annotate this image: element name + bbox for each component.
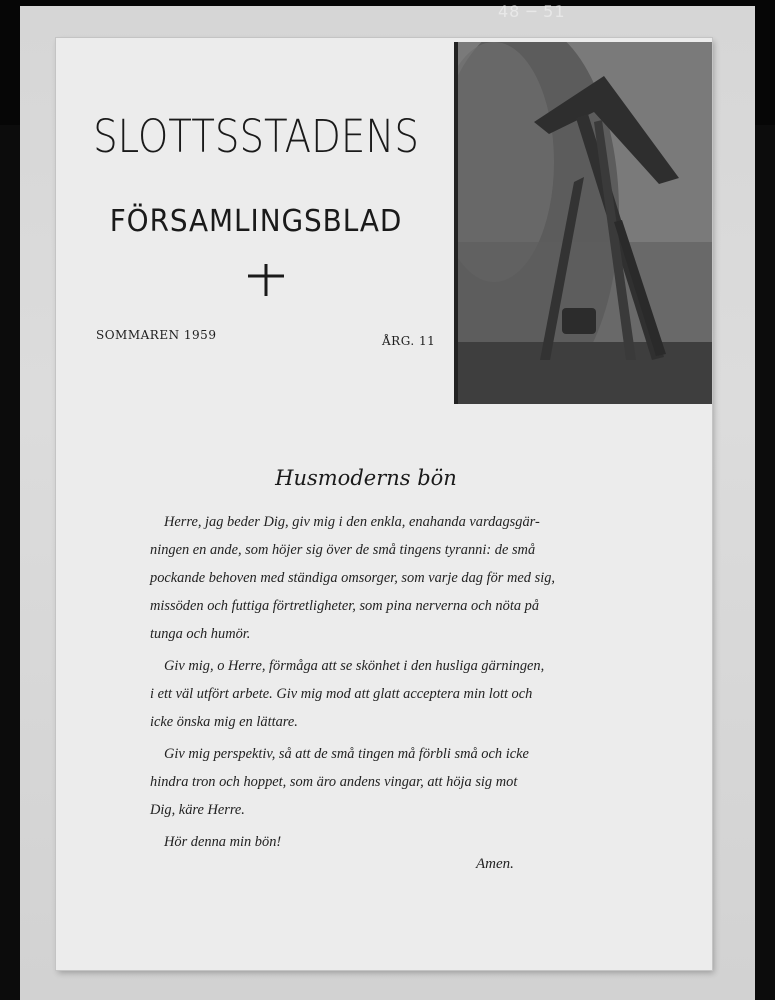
poem-line: Dig, käre Herre. — [150, 802, 245, 818]
issue-season: SOMMAREN 1959 — [96, 328, 217, 342]
issue-volume: ÅRG. 11 — [382, 334, 436, 348]
masthead-subtitle: FÖRSAMLINGSBLAD — [109, 204, 403, 239]
poem-line: Herre, jag beder Dig, giv mig i den enkla, enahanda vardagsgär- — [164, 514, 540, 530]
negative-frame — [20, 2, 755, 1000]
poem-line: ningen en ande, som höjer sig över de små tingens tyranni: de små — [150, 542, 536, 558]
bell-tower-photo — [454, 42, 712, 404]
poem-line: missöden och futtiga förtretligheter, som pina nerverna och nöta på — [150, 598, 540, 614]
bulletin-page — [56, 38, 712, 970]
poem-line: hindra tron och hoppet, som äro andens vingar, att höja sig mot — [150, 774, 518, 790]
poem-line: i ett väl utfört arbete. Giv mig mod att glatt acceptera min lott och — [150, 686, 533, 702]
poem-closing: Amen. — [476, 856, 514, 872]
poem-line: pockande behoven med ständiga omsorger, som varje dag för med sig, — [150, 570, 556, 586]
film-border-left — [0, 125, 22, 1000]
frame-mark: 48 ─ 51 — [498, 2, 566, 21]
poem-title: Husmoderns bön — [275, 466, 457, 490]
poem-line: Hör denna min bön! — [164, 834, 282, 850]
poem-line: Giv mig, o Herre, förmåga att se skönhet i den husliga gärningen, — [164, 658, 545, 674]
poem-line: tunga och humör. — [150, 626, 251, 642]
cross-icon — [246, 260, 286, 300]
masthead-title: SLOTTSSTADENS — [93, 110, 419, 163]
poem-line: icke önska mig en lättare. — [150, 714, 298, 730]
poem-line: Giv mig perspektiv, så att de små tingen må förbli små och icke — [164, 746, 529, 762]
